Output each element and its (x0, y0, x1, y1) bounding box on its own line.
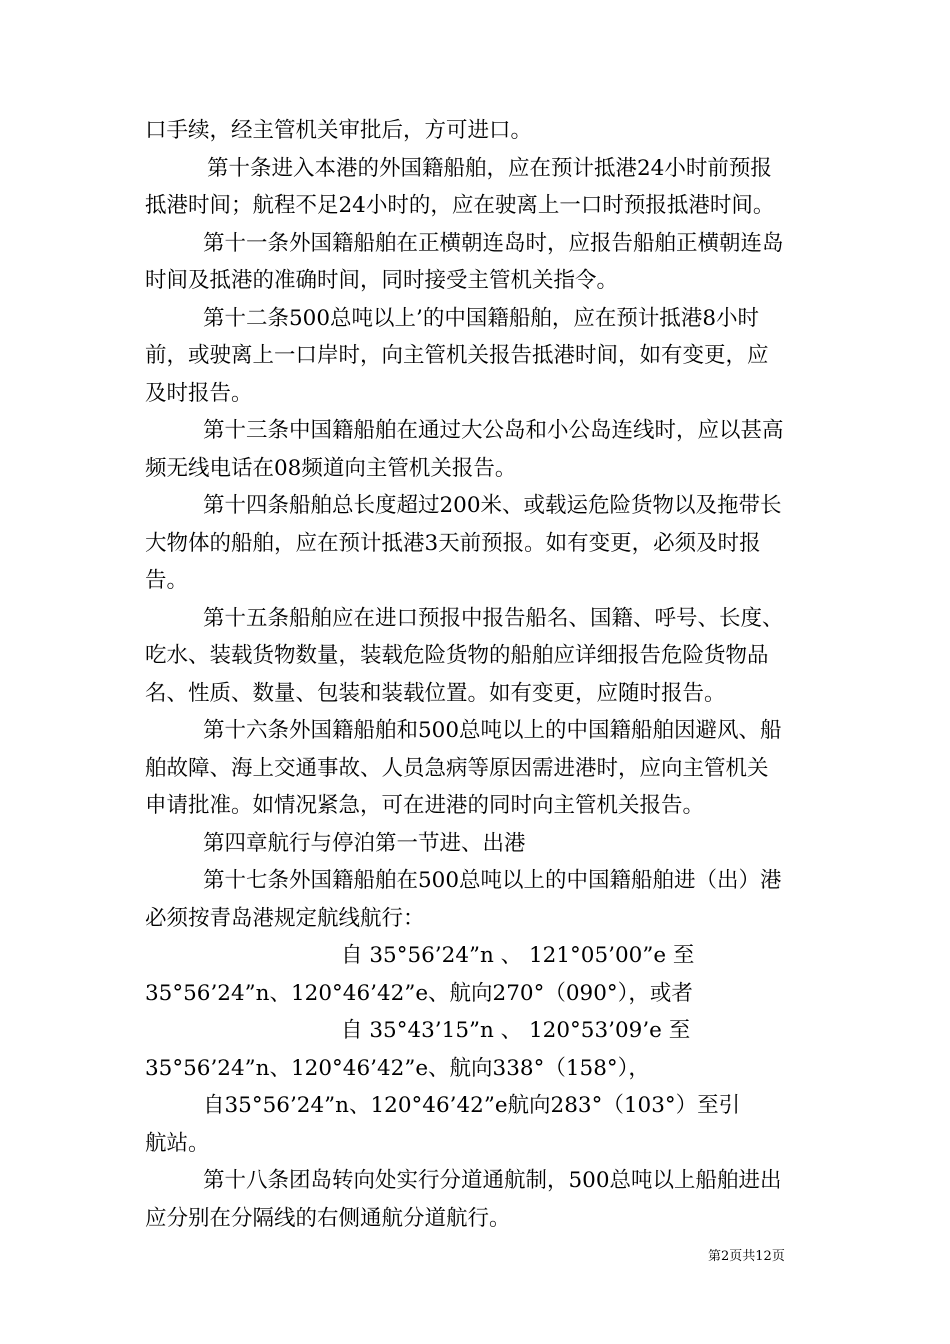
text-line: 应分别在分隔线的右侧通航分道航行。 (145, 1205, 511, 1231)
page-number: 第2页共12页 (708, 1249, 785, 1264)
text-line: 第十三条中国籍船舶在通过大公岛和小公岛连线时，应以甚高 (203, 418, 784, 443)
text-line: 第十二条500总吨以上’的中国籍船舶，应在预计抵港8小时 (203, 305, 760, 331)
text-line: 前，或驶离上一口岸时，向主管机关报告抵港时间，如有变更，应 (145, 343, 769, 368)
text-line: 第十八条团岛转向处实行分道通航制，500总吨以上船舶进出 (203, 1168, 782, 1193)
coordinate-line: 35°56’24”n、120°46’42”e、航向270°（090°），或者 (145, 980, 693, 1006)
text-line: 第十七条外国籍船舶在500总吨以上的中国籍船舶进（出）港 (203, 868, 782, 893)
text-line: 抵港时间；航程不足24小时的，应在驶离上一口时预报抵港时间。 (145, 193, 775, 218)
text-line: 口手续，经主管机关审批后，方可进口。 (145, 118, 533, 143)
coordinate-line: 自35°56’24”n、120°46’42”e航向283°（103°）至引 (203, 1093, 741, 1118)
text-line: 第十一条外国籍船舶在正横朝连岛时，应报告船舶正横朝连岛 (203, 230, 784, 256)
text-line: 吃水、装载货物数量，装载危险货物的船舶应详细报告危险货物品 (145, 643, 769, 668)
text-line: 申请批准。如情况紧急，可在进港的同时向主管机关报告。 (145, 793, 705, 818)
text-line: 告。 (145, 568, 189, 593)
text-line: 必须按青岛港规定航线航行： (145, 905, 425, 931)
text-line: 及时报告。 (145, 380, 253, 406)
text-line: 名、性质、数量、包装和装载位置。如有变更，应随时报告。 (145, 680, 726, 706)
text-line: 第十六条外国籍船舶和500总吨以上的中国籍船舶因避风、船 (203, 718, 782, 743)
document-body (145, 112, 807, 1237)
text-line: 时间及抵港的准确时间，同时接受主管机关指令。 (145, 268, 619, 293)
text-line: 第十四条船舶总长度超过200米、或载运危险货物以及拖带长 (203, 493, 782, 518)
coordinate-line: 35°56’24”n、120°46’42”e、航向338°（158°）， (145, 1055, 650, 1081)
coordinate-line: 自 35°43’15”n 、 120°53’09’e 至 (341, 1018, 691, 1043)
text-line: 舶故障、海上交通事故、人员急病等原因需进港时，应向主管机关 (145, 755, 769, 781)
text-line: 频无线电话在08频道向主管机关报告。 (145, 455, 517, 481)
chapter-heading: 第四章航行与停泊第一节进、出港 (203, 830, 526, 856)
text-line: 第十条进入本港的外国籍船舶，应在预计抵港24小时前预报 (207, 155, 772, 181)
text-line: 航站。 (145, 1130, 210, 1156)
text-line: 大物体的船舶，应在预计抵港3天前预报。如有变更，必须及时报 (145, 530, 761, 556)
coordinate-line: 自 35°56’24”n 、 121°05’00”e 至 (341, 943, 695, 968)
text-line: 第十五条船舶应在进口预报中报告船名、国籍、呼号、长度、 (203, 605, 784, 631)
